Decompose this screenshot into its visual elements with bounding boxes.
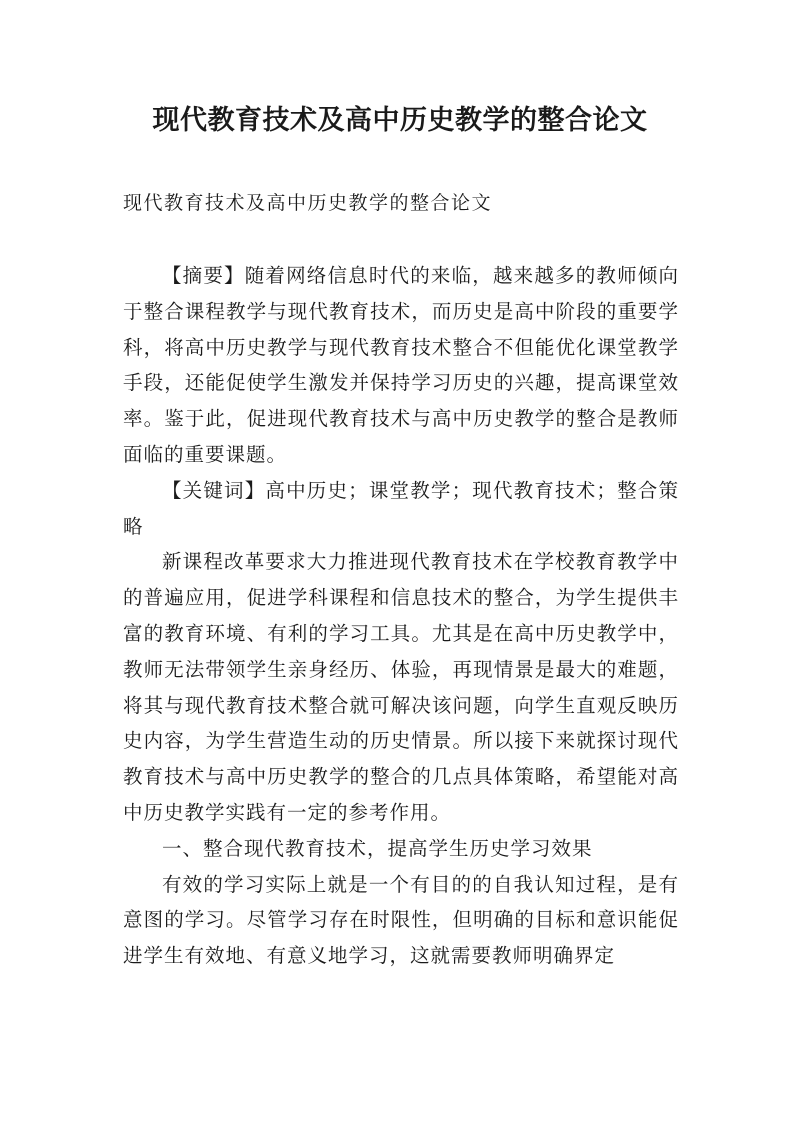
document-title: 现代教育技术及高中历史教学的整合论文 <box>152 105 648 136</box>
section-heading-1: 一、整合现代教育技术，提高学生历史学习效果 <box>162 836 593 860</box>
document-body <box>123 258 679 974</box>
keywords-paragraph: 【关键词】高中历史；课堂教学；现代教育技术；整合策略 <box>123 478 679 538</box>
abstract-paragraph: 【摘要】随着网络信息时代的来临，越来越多的教师倾向于整合课程教学与现代教育技术，而历史是高中阶段的重要学科，将高中历史教学与现代教育技术整合不但能优化课堂教学手段，还能促使学生激发并保持学习历史的兴趣，提高课堂效率。鉴于此，促进现代教育技术与高中历史教学的整合是教师面临的重要课题。 <box>123 264 679 466</box>
intro-paragraph: 新课程改革要求大力推进现代教育技术在学校教育教学中的普遍应用，促进学科课程和信息技术的整合，为学生提供丰富的教育环境、有利的学习工具。尤其是在高中历史教学中，教师无法带领学生亲身经历、体验，再现情景是最大的难题，将其与现代教育技术整合就可解决该问题，向学生直观反映历史内容，为学生营造生动的历史情景。所以接下来就探讨现代教育技术与高中历史教学的整合的几点具体策略，希望能对高中历史教学实践有一定的参考作用。 <box>123 550 679 824</box>
document-subtitle: 现代教育技术及高中历史教学的整合论文 <box>123 192 493 214</box>
section-1-paragraph: 有效的学习实际上就是一个有目的的自我认知过程，是有意图的学习。尽管学习存在时限性，但明确的目标和意识能促进学生有效地、有意义地学习，这就需要教师明确界定 <box>123 872 679 968</box>
